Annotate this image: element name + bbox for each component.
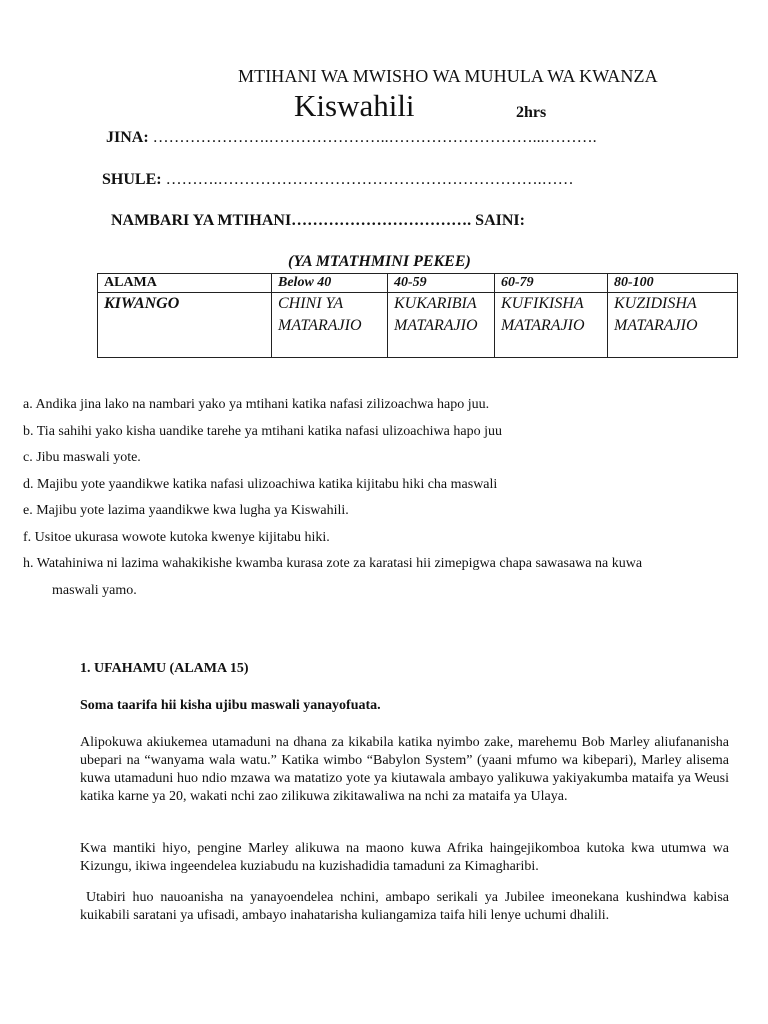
exam-number-field [111, 212, 525, 230]
instruction-item: b. Tia sahihi yako kisha uandike tarehe ya mtihani katika nafasi ulizoachiwa hapo juu [23, 423, 502, 439]
section-title: 1. UFAHAMU (ALAMA 15) [80, 661, 249, 676]
grading-table-header [98, 274, 738, 293]
table-header-cell: Below 40 [272, 274, 388, 293]
passage-paragraph: Alipokuwa akiukemea utamaduni na dhana za kikabila katika nyimbo zake, marehemu Bob Marley aliufananisha ubepari na “wanyama wala watu.” Katika wimbo “Babylon System” (yaani mfumo wa kibepari), Marley alisema kuwa utamaduni huo ndio mzawa wa matatizo yote ya kiutawala ambayo yalikuwa yakiyakumba mataifa ya Weusi katika karne ya 20, wakati nchi zao zilikuwa zikitawaliwa na nchi za mataifa ya Ulaya. [80, 735, 729, 804]
instruction-item: h. Watahiniwa ni lazima wahakikishe kwamba kurasa zote za karatasi hii zimepigwa chapa sawasawa na kuwa [23, 556, 643, 571]
instruction-item: c. Jibu maswali yote. [23, 450, 141, 465]
name-field [106, 129, 597, 147]
exam-title: MTIHANI WA MWISHO WA MUHULA WA KWANZA [238, 66, 658, 86]
examiner-only-note: (YA MTATHMINI PEKEE) [288, 253, 471, 270]
signature-label: SAINI: [475, 212, 525, 229]
table-cell: KIWANGO [98, 293, 272, 358]
table-cell: CHINI YA MATARAJIO [272, 293, 388, 358]
table-cell: KUFIKISHA MATARAJIO [495, 293, 608, 358]
table-header-cell: ALAMA [98, 274, 272, 293]
instruction-item: e. Majibu yote lazima yaandikwe kwa lugha ya Kiswahili. [23, 503, 349, 518]
section-intro: Soma taarifa hii kisha ujibu maswali yanayofuata. [80, 698, 381, 713]
table-cell: KUKARIBIA MATARAJIO [388, 293, 495, 358]
school-label: SHULE: [102, 171, 162, 188]
school-field [102, 171, 574, 189]
name-blank: ………………….…………………..………………………...………. [152, 129, 597, 146]
instruction-item: f. Usitoe ukurasa wowote kutoka kwenye kijitabu hiki. [23, 529, 330, 545]
passage-paragraph: Kwa mantiki hiyo, pengine Marley alikuwa na maono kuwa Afrika haingejikomboa kutoka kwa utumwa wa Kizungu, ikiwa ingeendelea kuziabudu na kuzishadidia tamaduni za Kimagharibi. [80, 841, 729, 874]
table-row [98, 293, 738, 358]
school-blank: ……….…………………………………………………….…… [165, 171, 574, 188]
instructions-list [23, 394, 723, 606]
table-header-cell: 40-59 [388, 274, 495, 293]
instruction-item-continued: maswali yamo. [52, 582, 137, 598]
passage-paragraph: Utabiri huo nauoanisha na yanayoendelea nchini, ambapo serikali ya Jubilee imeonekana kushindwa kabisa kuikabili saratani ya ufisadi, ambayo inahatarisha kuliangamiza taifa hili lenye uchumi dhalili. [80, 890, 729, 923]
table-cell: KUZIDISHA MATARAJIO [608, 293, 738, 358]
grading-table [97, 273, 738, 358]
table-header-cell: 80-100 [608, 274, 738, 293]
exam-number-label: NAMBARI YA MTIHANI……………………………. [111, 212, 472, 229]
instruction-item: d. Majibu yote yaandikwe katika nafasi ulizoachiwa katika kijitabu hiki cha maswali [23, 476, 498, 492]
exam-duration: 2hrs [516, 104, 547, 121]
subject-title: Kiswahili [294, 88, 415, 123]
table-header-cell: 60-79 [495, 274, 608, 293]
name-label: JINA: [106, 129, 149, 146]
instruction-item: a. Andika jina lako na nambari yako ya mtihani katika nafasi zilizoachwa hapo juu. [23, 397, 490, 412]
